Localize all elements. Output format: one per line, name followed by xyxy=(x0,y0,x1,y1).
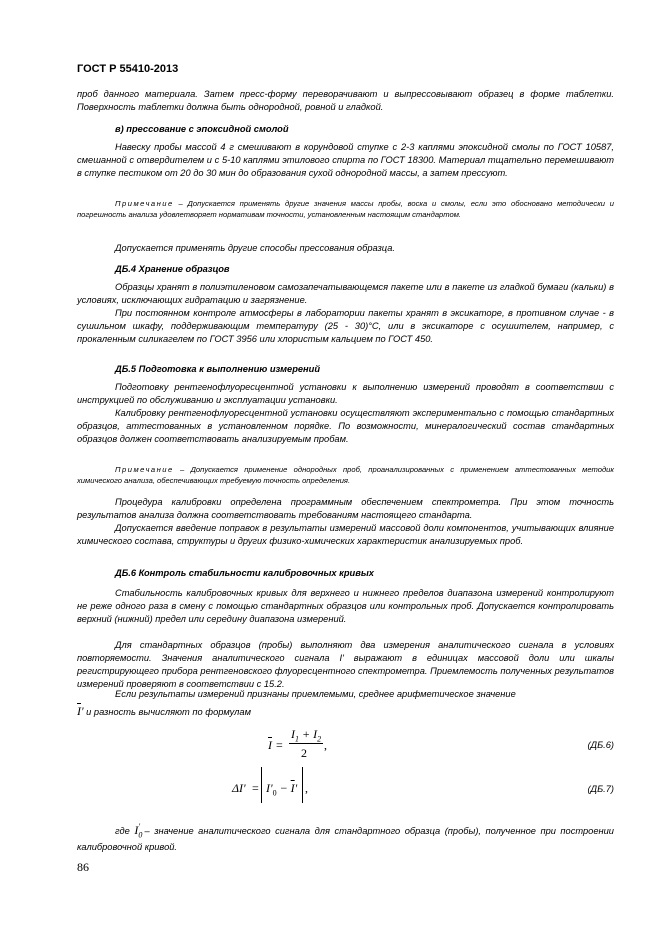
paragraph: Для стандартных образцов (пробы) выполняют два измерения аналитического сигнала в условиях повторяемости. Значения аналитического сигнала I' выражают в единицах массовой доли или шкалы регистрирующего прибора рентгеновского флуоресцентного спектрометра. Приемлемость полученных результатов измерений проверяют в соответствии с 15.2. xyxy=(77,640,614,689)
paragraph-formula-intro: $\overline{I}'$ и разность вычисляют по формулам xyxy=(77,704,251,718)
document-page: ГОСТ Р 55410-2013 проб данного материала. Затем пресс-форму переворачивают и выпрессовывают образец в форме таблетки. Поверхность таблетки должна быть однородной, ровной и гладкой. в) прессование с эпоксидной смолой Навеску пробы массой 4 г смешивают в корундовой ступке с 2-3 каплями эпоксидной смолы по ГОСТ 10587, смешанной с отвердителем и с 5-10 каплями этилового спирта по ГОСТ 18300. Материал тщательно перемешивают в ступке пестиком от 20 до 30 мин до образования сухой однородной массы, а затем прессуют. Примечание – Допускается применять другие значения массы пробы, воска и смолы, если это обосновано методически и погрешность анализа удовлетворяет нормативам точности, установленным настоящим стандартом. Допускается применять другие способы прессования образца. ДБ.4 Хранение образцов Образцы хранят в полиэтиленовом самозапечатывающемся пакете или в пакете из гладкой бумаги (кальки) в условиях, исключающих гидратацию и загрязнение. При постоянном контроле атмосферы в лаборатории пакеты хранят в эксикаторе, в противном случае - в сушильном шкафу, поддерживающим температуру (25 - 30)°С, или в эксикаторе с осушителем, например, с прокаленным силикагелем по ГОСТ 3956 или хлористым кальцием по ГОСТ 450. ДБ.5 Подготовка к выполнению измерений Подготовку рентгенофлуоресцентной установки к выполнению измерений проводят в соответствии с инструкцией по обслуживанию и эксплуатации установки. Калибровку рентгенофлуоресцентной установки осуществляют экспериментально с помощью стандартных образцов, аттестованных в установленном порядке. По возможности, минералогический состав стандартных образцов должен соответствовать анализируемым пробам. Примечание – Допускается применение однородных проб, проанализированных с применением аттестованных методик химического анализа, обеспечивающих требуемую точность определения. Процедура калибровки определена программным обеспечением спектрометра. При этом точность результатов анализа должна соответствовать требованиям настоящего стандарта. Допускается введение поправок в результаты измерений массовой доли компонентов, учитывающих влияние химического состава, структуры и других физико-химических характеристик анализируемых проб. ДБ.6 Контроль стабильности калибровочных кривых Стабильность калибровочных кривых для верхнего и нижнего пределов диапазона измерений контролируют не реже одного раза в смену с помощью стандартных образцов или контрольных проб. Допускается контролировать верхний (нижний) предел или середину диапазона измерений. Для стандартных образцов (пробы) выполняют два измерения аналитического сигнала в условиях повторяемости. Значения аналитического сигнала I' выражают в единицах массовой доли или шкалы регистрирующего прибора рентгеновского флуоресцентного спектрометра. Приемлемость полученных результатов измерений проверяют в соответствии с 15.2. Если результаты измерений признаны приемлемыми, среднее арифметическое значение $\overline{I}'$ и разность вычисляют по формулам $\overline{I}$ = $I_1 + I_2$ 2 , (ДБ.6) ΔI' = $I'_0 - \overline{I}'$ , (ДБ.7) где $I_0'$ – значение аналитического сигнала для стандартного образца (пробы), полученное при построении калибровочной кривой. 86 xyxy=(77,63,614,874)
equation-number-db6: (ДБ.6) xyxy=(587,740,614,750)
paragraph: Допускается введение поправок в результаты измерений массовой доли компонентов, учитывающих влияние химического состава, структуры и других физико-химических характеристик анализируемых проб. xyxy=(77,523,614,546)
paragraph: Если результаты измерений признаны приемлемыми, среднее арифметическое значение xyxy=(115,689,516,699)
paragraph: Навеску пробы массой 4 г смешивают в корундовой ступке с 2-3 каплями эпоксидной смолы по ГОСТ 10587, смешанной с отвердителем и с 5-10 каплями этилового спирта по ГОСТ 18300. Материал тщательно перемешивают в ступке пестиком от 20 до 30 мин до образования сухой однородной массы, а затем прессуют. xyxy=(77,142,614,178)
section-heading-db4: ДБ.4 Хранение образцов xyxy=(115,264,230,274)
note-2 xyxy=(77,464,614,486)
paragraph: При постоянном контроле атмосферы в лаборатории пакеты хранят в эксикаторе, в противном случае - в сушильном шкафу, поддерживающим температуру (25 - 30)°С, или в эксикаторе с осушителем, например, с прокаленным силикагелем по ГОСТ 3956 или хлористым кальцием по ГОСТ 450. xyxy=(77,308,614,344)
where-text: – значение аналитического сигнала для стандартного образца (пробы), полученное при построении калибровочной кривой. xyxy=(77,826,614,853)
paragraph: Стабильность калибровочных кривых для верхнего и нижнего пределов диапазона измерений контролируют не реже одного раза в смену с помощью стандартных образцов или контрольных проб. Допускается контролировать верхний (нижний) предел или середину диапазона измерений. xyxy=(77,588,614,624)
formula-intro-text: и разность вычисляют по формулам xyxy=(83,707,251,717)
section-heading-db5: ДБ.5 Подготовка к выполнению измерений xyxy=(115,364,321,374)
where-clause xyxy=(77,820,614,854)
equation-number-db7: (ДБ.7) xyxy=(587,784,614,794)
paragraph: Образцы хранят в полиэтиленовом самозапечатывающемся пакете или в пакете из гладкой бумаги (кальки) в условиях, исключающих гидратацию и загрязнение. xyxy=(77,282,614,305)
paragraph: Подготовку рентгенофлуоресцентной установки к выполнению измерений проводят в соответствии с инструкцией по обслуживанию и эксплуатации установки. xyxy=(77,382,614,405)
note-label: Примечание xyxy=(115,199,174,208)
page-number: 86 xyxy=(77,860,89,874)
standard-header: ГОСТ Р 55410-2013 xyxy=(77,63,179,75)
paragraph: Допускается применять другие способы прессования образца. xyxy=(115,243,395,253)
note-text: – Допускается применение однородных проб, проанализированных с применением аттестованных методик химического анализа, обеспечивающих требуемую точность определения. xyxy=(77,465,614,485)
section-heading-db6: ДБ.6 Контроль стабильности калибровочных кривых xyxy=(115,568,374,578)
paragraph: проб данного материала. Затем пресс-форму переворачивают и выпрессовывают образец в форме таблетки. Поверхность таблетки должна быть однородной, ровной и гладкой. xyxy=(77,89,614,112)
subheading-epoxy: в) прессование с эпоксидной смолой xyxy=(115,124,289,134)
paragraph: Процедура калибровки определена программным обеспечением спектрометра. При этом точность результатов анализа должна соответствовать требованиям настоящего стандарта. xyxy=(77,497,614,520)
where-word: где xyxy=(115,826,130,836)
note-text: – Допускается применять другие значения массы пробы, воска и смолы, если это обосновано методически и погрешность анализа удовлетворяет нормативам точности, установленным настоящим стандартом. xyxy=(77,199,614,219)
i-mean-symbol: $\overline{I}$ xyxy=(77,704,81,718)
paragraph: Калибровку рентгенофлуоресцентной установки осуществляют экспериментально с помощью стандартных образцов, аттестованных в установленном порядке. По возможности, минералогический состав стандартных образцов должен соответствовать анализируемым пробам. xyxy=(77,408,614,444)
i0-symbol: $I_0'$ xyxy=(134,822,143,840)
note-1 xyxy=(77,198,614,220)
note-label: Примечание xyxy=(115,465,174,474)
